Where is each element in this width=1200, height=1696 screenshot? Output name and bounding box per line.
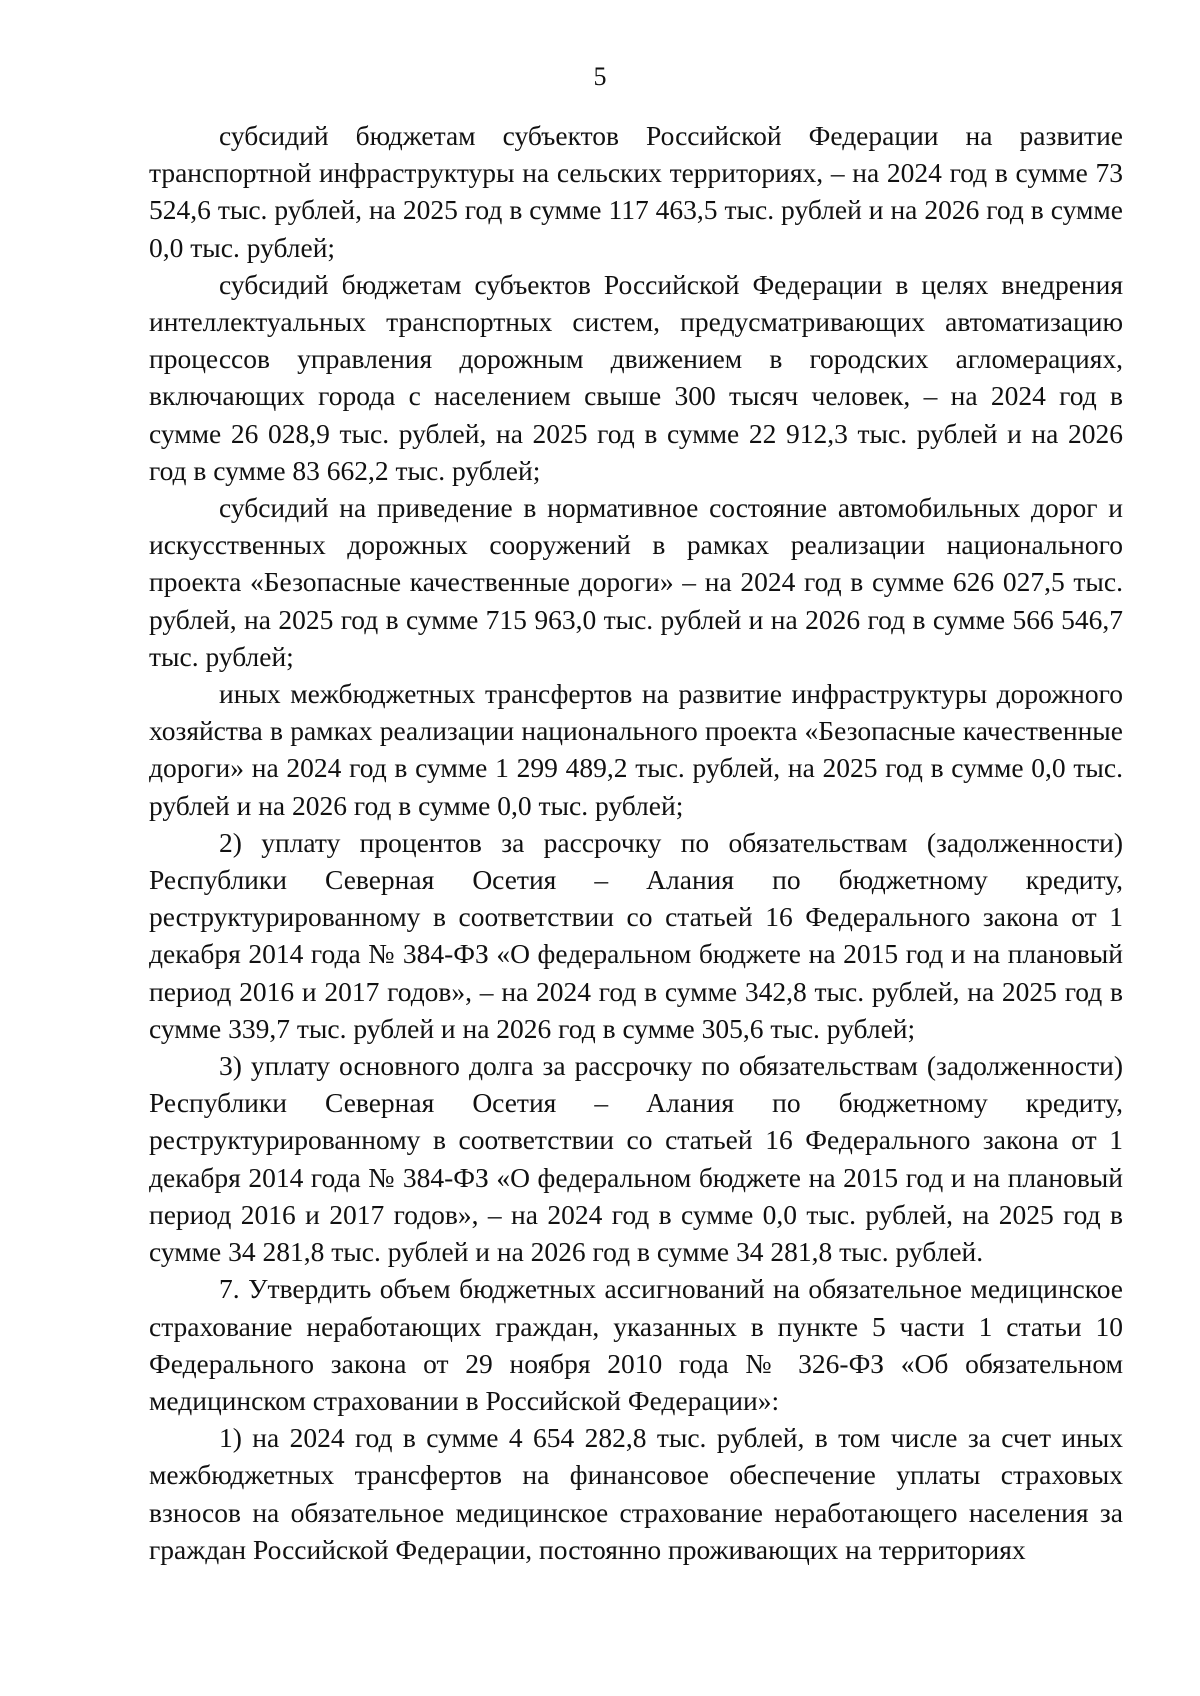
paragraph-item-3-principal-payment: 3) уплату основного долга за рассрочку по обязательствам (задолженности) Республики Северная Осетия – Алания по бюджетному кредиту, реструктурированному в соответствии со статьей 16 Федерального закона от 1 декабря 2014 года № 384-ФЗ «О федеральном бюджете на 2015 год и на плановый период 2016 и 2017 годов», – на 2024 год в сумме 0,0 тыс. рублей, на 2025 год в сумме 34 281,8 тыс. рублей и на 2026 год в сумме 34 281,8 тыс. рублей. bbox=[149, 1050, 1123, 1268]
paragraph-intelligent-transport-subsidy: субсидий бюджетам субъектов Российской Федерации в целях внедрения интеллектуальных транспортных систем, предусматривающих автоматизацию процессов управления дорожным движением в городских агломерациях, включающих города с населением свыше 300 тысяч человек, – на 2024 год в сумме 26 028,9 тыс. рублей, на 2025 год в сумме 22 912,3 тыс. рублей и на 2026 год в сумме 83 662,2 тыс. рублей; bbox=[149, 268, 1123, 486]
paragraph-section-7-health-insurance: 7. Утвердить объем бюджетных ассигнований на обязательное медицинское страхование неработающих граждан, указанных в пункте 5 части 1 статьи 10 Федерального закона от 29 ноября 2010 года № 326-ФЗ «Об обязательном медицинском страховании в Российской Федерации»: bbox=[149, 1273, 1123, 1416]
paragraph-safe-roads-subsidy: субсидий на приведение в нормативное состояние автомобильных дорог и искусственных дорожных сооружений в рамках реализации национального проекта «Безопасные качественные дороги» – на 2024 год в сумме 626 027,5 тыс. рублей, на 2025 год в сумме 715 963,0 тыс. рублей и на 2026 год в сумме 566 546,7 тыс. рублей; bbox=[149, 492, 1123, 672]
paragraph-rural-transport-subsidy: субсидий бюджетам субъектов Российской Федерации на развитие транспортной инфраструктуры на сельских территориях, – на 2024 год в сумме 73 524,6 тыс. рублей, на 2025 год в сумме 117 463,5 тыс. рублей и на 2026 год в сумме 0,0 тыс. рублей; bbox=[149, 120, 1123, 263]
paragraph-item-1-2024-amount: 1) на 2024 год в сумме 4 654 282,8 тыс. рублей, в том числе за счет иных межбюджетных трансфертов на финансовое обеспечение уплаты страховых взносов на обязательное медицинское страхование неработающего населения за граждан Российской Федерации, постоянно проживающих на территориях bbox=[149, 1422, 1123, 1565]
paragraph-item-2-interest-payment: 2) уплату процентов за рассрочку по обязательствам (задолженности) Республики Северная Осетия – Алания по бюджетному кредиту, реструктурированному в соответствии со статьей 16 Федерального закона от 1 декабря 2014 года № 384-ФЗ «О федеральном бюджете на 2015 год и на плановый период 2016 и 2017 годов», – на 2024 год в сумме 342,8 тыс. рублей, на 2025 год в сумме 339,7 тыс. рублей и на 2026 год в сумме 305,6 тыс. рублей; bbox=[149, 826, 1123, 1044]
paragraph-road-infrastructure-transfers: иных межбюджетных трансфертов на развитие инфраструктуры дорожного хозяйства в рамках реализации национального проекта «Безопасные качественные дороги» на 2024 год в сумме 1 299 489,2 тыс. рублей, на 2025 год в сумме 0,0 тыс. рублей и на 2026 год в сумме 0,0 тыс. рублей; bbox=[149, 678, 1123, 821]
page-number: 5 bbox=[593, 62, 607, 91]
document-body bbox=[149, 117, 1123, 1568]
